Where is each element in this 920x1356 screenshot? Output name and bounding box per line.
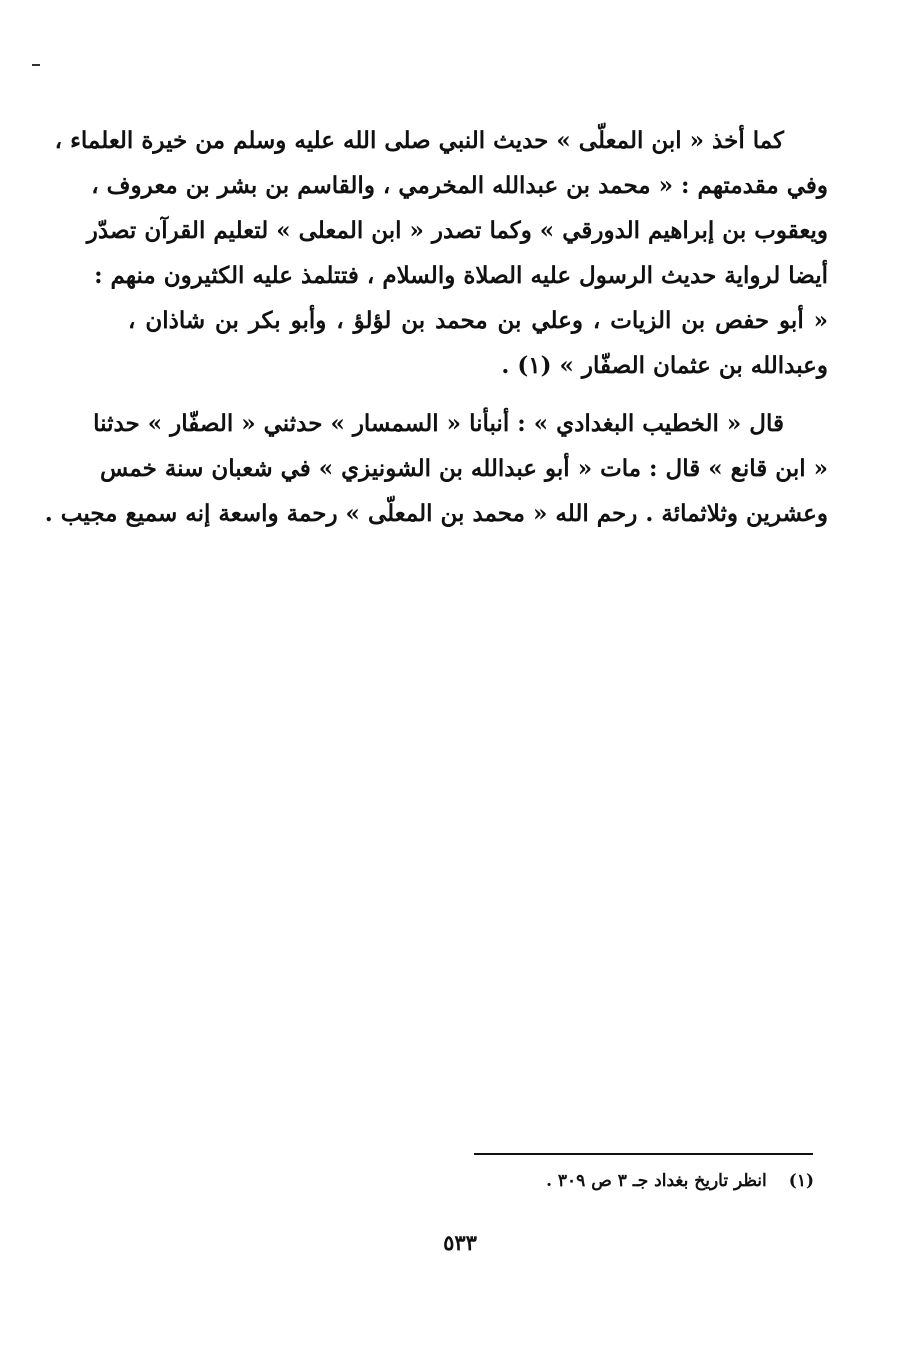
text-line: أيضا لرواية حديث الرسول عليه الصلاة والسلام ، فتتلمذ عليه الكثيرون منهم :: [94, 262, 828, 289]
text-line: « أبو حفص بن الزيات ، وعلي بن محمد بن لؤلؤ ، وأبو بكر بن شاذان ،: [128, 307, 828, 334]
footnote: [460, 1166, 814, 1196]
scan-mark: [32, 64, 40, 66]
main-text: [44, 118, 828, 536]
text-line: ويعقوب بن إبراهيم الدورقي » وكما تصدر « ابن المعلى » لتعليم القرآن تصدّر: [86, 217, 828, 244]
text-line: وعبدالله بن عثمان الصفّار » (١) .: [501, 352, 828, 379]
text-line: كما أخذ « ابن المعلّى » حديث النبي صلى الله عليه وسلم من خيرة العلماء ،: [54, 127, 784, 154]
page-number: ٥٣٣: [443, 1230, 477, 1255]
footnote-divider: [474, 1153, 813, 1155]
footnote-text: انظر تاريخ بغداد جـ ٣ ص ٣٠٩ .: [546, 1171, 767, 1191]
paragraph-2: [44, 401, 828, 536]
text-line: وعشرين وثلاثمائة . رحم الله « محمد بن المعلّى » رحمة واسعة إنه سميع مجيب .: [44, 500, 828, 527]
text-line: قال « الخطيب البغدادي » : أنبأنا « السمسار » حدثني « الصفّار » حدثنا: [93, 410, 784, 437]
paragraph-1: [54, 118, 828, 388]
text-line: وفي مقدمتهم : « محمد بن عبدالله المخرمي ، والقاسم بن بشر بن معروف ،: [91, 172, 828, 199]
footnote-number: (١): [788, 1171, 814, 1191]
text-line: « ابن قانع » قال : مات « أبو عبدالله بن الشونيزي » في شعبان سنة خمس: [100, 455, 828, 482]
